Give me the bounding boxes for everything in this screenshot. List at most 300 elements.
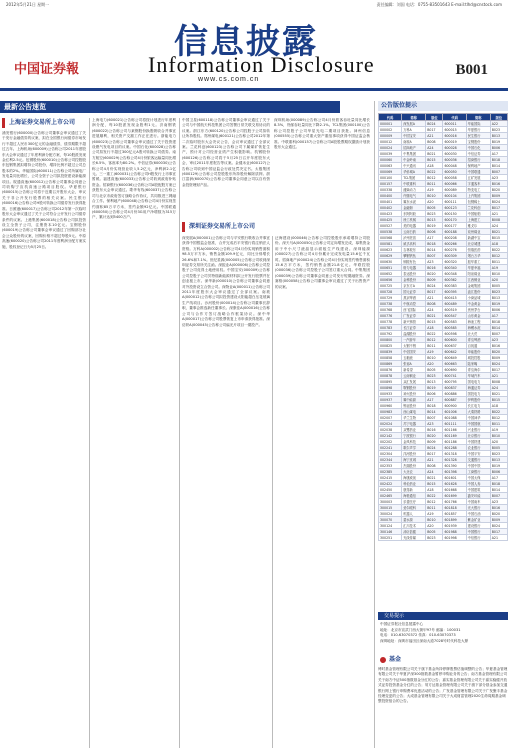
table-cell: B021	[426, 475, 443, 481]
table-cell: 海通证券	[466, 385, 490, 391]
table-cell: 600585	[443, 325, 466, 331]
table-cell: A24	[490, 385, 507, 391]
table-cell: 金风科技	[402, 439, 426, 445]
table-cell: 交通银行	[466, 457, 490, 463]
table-cell: 美的电器	[402, 223, 426, 229]
table-cell: 300003	[379, 499, 402, 505]
newspaper-logo: 中国证券報	[14, 62, 80, 77]
table-cell: B023	[426, 373, 443, 379]
table-cell: 000960	[379, 403, 402, 409]
table-cell: 000869	[379, 361, 402, 367]
table-cell: 000652	[379, 271, 402, 277]
table-cell: 600089	[443, 187, 466, 193]
table-header-cell: 简称	[466, 114, 490, 121]
table-cell: 600011	[443, 121, 466, 127]
table-cell: B016	[426, 427, 443, 433]
fund-announcements: 博时基金管理有限公司关于旗下基金所持停牌股票估值调整的公告；华夏基金管理有限公司关于华夏沪深300指数基金暂停申购业务的公告；南方基金管理有限公司关于南方中证500指数基金分红的公告；嘉实基金管理有限公司关于嘉实稳健开放式证券投资基金分红的公告；易方达基金管理有限公司关于旗下部分基金参加交通银行网上银行申购费率优惠活动的公告；广发基金管理有限公司关于广发聚丰基金经理变更的公告；大成基金管理有限公司关于大成财富管理2020生命周期基金调整投资组合的公告。	[378, 667, 508, 704]
table-cell: A21	[490, 535, 507, 541]
table-cell: B021	[490, 229, 507, 235]
table-cell: 000012	[379, 139, 402, 145]
table-cell: 中国建筑	[466, 487, 490, 493]
table-cell: 中国石化	[466, 145, 490, 151]
table-cell: A17	[490, 151, 507, 157]
table-header-cell: 版位	[490, 114, 507, 121]
table-cell: B014	[490, 163, 507, 169]
table-cell: 阳泉煤业	[466, 271, 490, 277]
table-cell: 贵州茅台	[466, 307, 490, 313]
table-cell: 中国石油	[466, 511, 490, 517]
table-cell: B008	[426, 301, 443, 307]
table-cell: 宁波银行	[402, 433, 426, 439]
table-cell: A19	[426, 187, 443, 193]
table-cell: 中联重科	[402, 181, 426, 187]
table-cell: B020	[426, 271, 443, 277]
table-cell: 海螺水泥	[466, 325, 490, 331]
table-cell: 000060	[379, 157, 402, 163]
table-cell: 000527	[379, 223, 402, 229]
page-header	[0, 0, 508, 92]
column-divider	[179, 118, 180, 748]
table-cell: 大秦铁路	[466, 409, 490, 415]
table-cell: 002007	[379, 415, 402, 421]
editor-info: 责任编辑：刘国 电话：0755-83501643 E-mail:tlhd@cnstock.com	[376, 2, 502, 7]
table-cell: 上海建工	[466, 217, 490, 223]
trade-tips-bar: 交易提示	[378, 612, 508, 620]
section-title-cn: 信息披露	[174, 22, 318, 62]
table-cell: 光线传媒	[402, 535, 426, 541]
table-cell: 600900	[443, 403, 466, 409]
table-cell: 西山煤电	[402, 409, 426, 415]
table-cell: 600111	[443, 199, 466, 205]
sidebar-divider	[374, 101, 375, 748]
table-cell: A23	[490, 175, 507, 181]
table-cell: 600170	[443, 217, 466, 223]
table-cell: 城投控股	[466, 355, 490, 361]
table-cell: B020	[490, 187, 507, 193]
table-cell: 深发展A	[402, 121, 426, 127]
table-cell: 000728	[379, 289, 402, 295]
table-cell: 601601	[443, 475, 466, 481]
table-cell: 云南铜业	[402, 373, 426, 379]
table-cell: 601818	[443, 505, 466, 511]
table-cell: 600028	[443, 145, 466, 151]
table-cell: 300070	[379, 517, 402, 523]
table-cell: 600019	[443, 139, 466, 145]
table-cell: A19	[426, 349, 443, 355]
table-cell: 000878	[379, 373, 402, 379]
table-cell: 中国船舶	[466, 211, 490, 217]
table-cell: 601766	[443, 499, 466, 505]
table-cell: A24	[426, 145, 443, 151]
table-cell: 601668	[443, 487, 466, 493]
table-cell: 江西铜业	[466, 277, 490, 283]
table-cell: B020	[426, 433, 443, 439]
table-cell: 000876	[379, 367, 402, 373]
table-cell: 000568	[379, 235, 402, 241]
table-cell: 002142	[379, 433, 402, 439]
table-cell: 中金黄金	[466, 301, 490, 307]
table-cell: A24	[490, 223, 507, 229]
table-cell: 601628	[443, 481, 466, 487]
table-cell: 中国宝安	[402, 133, 426, 139]
table-cell: 中国人寿	[466, 481, 490, 487]
table-cell: 600016	[443, 133, 466, 139]
table-cell: 五矿发展	[466, 175, 490, 181]
table-cell: 中集集团	[402, 151, 426, 157]
table-cell: A18	[426, 325, 443, 331]
table-cell: 000937	[379, 397, 402, 403]
table-cell: 中兴通讯	[402, 163, 426, 169]
table-cell: 600104	[443, 193, 466, 199]
table-cell: 紫金矿业	[466, 517, 490, 523]
table-cell: 盘江股份	[466, 289, 490, 295]
table-cell: B006	[490, 145, 507, 151]
table-cell: 000825	[379, 343, 402, 349]
board-position-table	[378, 113, 508, 541]
table-cell: B016	[490, 505, 507, 511]
table-cell: B006	[426, 229, 443, 235]
table-cell: 600690	[443, 367, 466, 373]
table-cell: A20	[490, 439, 507, 445]
table-cell: 600649	[443, 355, 466, 361]
table-cell: 双鹭药业	[402, 427, 426, 433]
table-cell: B011	[426, 505, 443, 511]
table-cell: 000009	[379, 133, 402, 139]
table-cell: B010	[426, 517, 443, 523]
table-cell: 锡业股份	[402, 403, 426, 409]
table-cell: 300124	[379, 523, 402, 529]
trade-line: 地址：北京市宣武门西大街甲97号 邮编：100031	[380, 627, 461, 632]
table-cell: 冀中能源	[402, 397, 426, 403]
table-cell: A19	[490, 265, 507, 271]
table-cell: A21	[426, 457, 443, 463]
table-cell: B024	[490, 199, 507, 205]
table-cell: 中国银行	[466, 529, 490, 535]
table-cell: B023	[490, 451, 507, 457]
table-cell: 潍柴动力	[402, 187, 426, 193]
table-cell: 600519	[443, 307, 466, 313]
table-cell: A19	[426, 511, 443, 517]
table-cell: 乐普医疗	[402, 499, 426, 505]
column-text: 上海电力(600021)公告称公司将按计划进行年度利润分配，每10股派发现金股利1元。济南钢铁(600022)公告称公司与莱钢股份换股吸收合并事宜进展顺利，相关资产交割工作正在进行。浙能电力(600023)公告称公司董事会审议通过了关于投资建设燃气发电项目的议案。中国石化(600028)公告称公司拟发行不超过300亿元A股可转换公司债券。南方航空(600029)公告称公司4月份旅客运输量同比增长6.5%，客座率为80.2%。中信证券(600030)公告称公司4月份实现营业收入5.2亿元，净利润2.1亿元。三一重工(600031)公告称公司H股发行上市事宜暂缓。福建高速(600033)公告称公司收到政府补贴资金。招商银行(600036)公告称公司A股配股方案已获股东大会审议通过。歌华有线(600037)公告称公司与北京市政府签订战略合作协议，共同推进三网融合工作。保利地产(600048)公告称公司4月份实现签约面积85万平方米，签约金额92亿元。中国联通(600050)公告称公司4月份3G用户净增数为315万户，累计达到5400万户。	[92, 118, 176, 220]
table-cell: A23	[490, 337, 507, 343]
table-cell: 300024	[379, 511, 402, 517]
table-cell: 000002	[379, 127, 402, 133]
table-cell: B024	[490, 361, 507, 367]
table-cell: A20	[426, 199, 443, 205]
table-cell: 中航动控	[402, 301, 426, 307]
table-cell: 601939	[443, 523, 466, 529]
table-cell: 600150	[443, 211, 466, 217]
table-cell: 民生银行	[466, 133, 490, 139]
table-cell: B014	[490, 487, 507, 493]
table-cell: 600276	[443, 247, 466, 253]
table-cell: 000778	[379, 319, 402, 325]
table-cell: B023	[490, 289, 507, 295]
table-cell: A21	[426, 295, 443, 301]
table-cell: 601699	[443, 493, 466, 499]
table-cell: B012	[426, 499, 443, 505]
table-cell: 600320	[443, 259, 466, 265]
table-cell: 兴业银行	[466, 427, 490, 433]
column-text: 泛海建设(000046)公告称公司控股股东承诺增持公司股份。深天马A(000050)公告称公司定向增发完成，募集资金用于中小尺寸液晶显示面板生产线建设。深圳能源(000027)公告称公司4月份累计完成发电量15.6亿千瓦时。招商地产(000024)公告称公司4月份实现签约销售面积15.6万平方米，签约销售金额21.8亿元。华联控股(000036)公告称公司控股子公司签订重大合同。中集集团(000039)公告称公司董事会同意公司发行短期融资券。深赛格(000058)公告称公司董事会审议通过了关于出售资产的议案。	[275, 236, 370, 289]
table-header-cell: 代码	[443, 114, 466, 121]
table-cell: 包钢稀土	[466, 199, 490, 205]
table-cell: 恒瑞医药	[466, 247, 490, 253]
table-cell: B021	[426, 313, 443, 319]
table-cell: 金科股份	[402, 277, 426, 283]
table-cell: B015	[426, 481, 443, 487]
table-cell: 南玻A	[402, 139, 426, 145]
table-cell: 000063	[379, 163, 402, 169]
table-cell: 华夏银行	[466, 127, 490, 133]
table-cell: B018	[426, 241, 443, 247]
table-cell: A20	[490, 277, 507, 283]
table-cell: 600015	[443, 127, 466, 133]
table-header-row	[379, 114, 508, 121]
column-divider	[89, 118, 90, 748]
table-cell: B018	[426, 403, 443, 409]
table-cell: 中信证券	[466, 151, 490, 157]
table-cell: 苏宁电器	[402, 421, 426, 427]
table-cell: 雅戈尔	[466, 223, 490, 229]
table-cell: 000651	[379, 265, 402, 271]
table-cell: 000157	[379, 181, 402, 187]
table-cell: 600600	[443, 337, 466, 343]
table-cell: B024	[426, 283, 443, 289]
table-cell: 600340	[443, 265, 466, 271]
table-cell: 中信国安	[402, 349, 426, 355]
article-column-4-top	[274, 118, 370, 218]
table-cell: B011	[426, 343, 443, 349]
table-cell: 002344	[379, 457, 402, 463]
table-cell: 一汽轿车	[402, 337, 426, 343]
table-cell: B015	[426, 319, 443, 325]
table-cell: B022	[426, 169, 443, 175]
table-cell: 000623	[379, 247, 402, 253]
table-cell: B007	[426, 415, 443, 421]
table-cell: 601998	[443, 535, 466, 541]
table-cell: 300015	[379, 505, 402, 511]
table-cell: B013	[490, 133, 507, 139]
table-cell: A21	[490, 211, 507, 217]
table-cell: 国投电力	[466, 391, 490, 397]
page-number: B001	[455, 62, 488, 78]
table-cell: B013	[426, 379, 443, 385]
column-text: 深圳机场(000089)公告称公司4月份旅客吞吐量同比增长8.3%，货邮吞吐量同比下降2.1%。TCL集团(000100)公告称公司控股子公司华星光电二期项目获批。神州信息(000555)公告称公司重大资产重组事项获得中国证监会核准。中联重科(000157)公告称公司A股股票期权激励计划获股东大会通过。	[274, 118, 370, 150]
table-cell: 000581	[379, 241, 402, 247]
table-cell: B015	[490, 397, 507, 403]
table-cell: B016	[426, 265, 443, 271]
fund-title: 基金	[389, 656, 402, 663]
table-cell: B005	[490, 445, 507, 451]
table-cell: 洋河股份	[402, 451, 426, 457]
table-cell: 600583	[443, 319, 466, 325]
table-cell: B023	[490, 127, 507, 133]
table-cell: B012	[490, 415, 507, 421]
table-cell: 601390	[443, 463, 466, 469]
table-cell: 600309	[443, 253, 466, 259]
table-cell: 歌尔声学	[402, 445, 426, 451]
table-cell: B022	[426, 331, 443, 337]
table-cell: 600188	[443, 229, 466, 235]
table-cell: A18	[490, 403, 507, 409]
table-cell: A24	[426, 469, 443, 475]
table-cell: 海宁皮城	[402, 457, 426, 463]
table-cell: 002353	[379, 463, 402, 469]
table-cell: B009	[490, 193, 507, 199]
table-cell: B018	[490, 157, 507, 163]
table-cell: 中国太保	[466, 475, 490, 481]
table-cell: 000729	[379, 295, 402, 301]
table-cell: A23	[426, 259, 443, 265]
table-cell: 000402	[379, 205, 402, 211]
table-cell: 中国南车	[466, 499, 490, 505]
table-cell: 600663	[443, 361, 466, 367]
table-cell: 国电电力	[466, 379, 490, 385]
table-cell: 600395	[443, 289, 466, 295]
table-cell: 宇通客车	[466, 181, 490, 187]
table-header-cell: 简称	[402, 114, 426, 121]
table-cell: 601006	[443, 409, 466, 415]
table-cell: B007	[426, 253, 443, 259]
table-cell: 000783	[379, 325, 402, 331]
table-cell: 000768	[379, 307, 402, 313]
table-cell: B005	[426, 529, 443, 535]
table-cell: 600598	[443, 331, 466, 337]
table-cell: 新希望	[402, 367, 426, 373]
table-cell: 盐湖股份	[402, 331, 426, 337]
table-cell: B010	[490, 433, 507, 439]
table-cell: B006	[426, 391, 443, 397]
table-cell: A18	[490, 241, 507, 247]
table-cell: 华能国际	[466, 121, 490, 127]
table-cell: 000069	[379, 169, 402, 175]
table-cell: B019	[490, 139, 507, 145]
table-cell: 002465	[379, 493, 402, 499]
table-cell: 000792	[379, 331, 402, 337]
table-cell: 太钢不锈	[402, 343, 426, 349]
table-cell: B014	[490, 325, 507, 331]
table-cell: 002038	[379, 427, 402, 433]
table-cell: 双汇发展	[402, 379, 426, 385]
column-divider	[272, 236, 273, 748]
table-cell: 广发证券	[402, 313, 426, 319]
trade-line: 深圳地址：深圳市福田区深南大道7028号时代科技大厦	[380, 638, 469, 643]
table-cell: 600066	[443, 181, 466, 187]
table-cell: B008	[426, 139, 443, 145]
table-cell: 601111	[443, 421, 466, 427]
table-cell: 神火股份	[402, 391, 426, 397]
table-cell: 上汽集团	[466, 193, 490, 199]
table-cell: 000039	[379, 151, 402, 157]
table-cell: 铜陵有色	[402, 259, 426, 265]
table-cell: 600050	[443, 169, 466, 175]
table-cell: B017	[426, 127, 443, 133]
table-cell: 002024	[379, 421, 402, 427]
table-cell: B006	[490, 469, 507, 475]
table-cell: B013	[490, 295, 507, 301]
website-url[interactable]: www.cs.com.cn	[198, 76, 260, 83]
table-cell: 新兴铸管	[402, 319, 426, 325]
table-cell: B023	[426, 211, 443, 217]
table-cell: 北京城建	[466, 241, 490, 247]
table-cell: 汤臣倍健	[402, 529, 426, 535]
table-cell: B007	[490, 169, 507, 175]
table-cell: 燕京啤酒	[402, 295, 426, 301]
table-cell: 杰瑞股份	[402, 463, 426, 469]
table-cell: 云南白药	[402, 229, 426, 235]
table-cell: 600489	[443, 301, 466, 307]
table-cell: 汇川技术	[402, 523, 426, 529]
table-cell: B024	[426, 445, 443, 451]
table-cell: B016	[490, 343, 507, 349]
table-cell: B017	[490, 367, 507, 373]
table-cell: 许继电气	[402, 193, 426, 199]
table-cell: 600030	[443, 151, 466, 157]
table-cell: B017	[490, 205, 507, 211]
table-cell: 海康威视	[402, 475, 426, 481]
table-cell: B009	[490, 517, 507, 523]
table-cell: 小商品城	[466, 295, 490, 301]
table-cell: 000338	[379, 187, 402, 193]
table-cell: 华兰生物	[402, 415, 426, 421]
table-cell: 600058	[443, 175, 466, 181]
table-cell: 601988	[443, 529, 466, 535]
table-cell: 伊利股份	[466, 397, 490, 403]
table-body	[379, 121, 508, 541]
table-cell: 601088	[443, 415, 466, 421]
table-cell: A23	[490, 499, 507, 505]
table-cell: 000858	[379, 355, 402, 361]
table-cell: 中国国航	[466, 421, 490, 427]
table-cell: 600837	[443, 385, 466, 391]
table-cell: B009	[426, 277, 443, 283]
shanghai-listed-heading: 上海证券交易所上市公司	[2, 118, 93, 128]
table-cell: 招商地产	[402, 145, 426, 151]
table-cell: 601899	[443, 517, 466, 523]
table-cell: 兰花科创	[466, 205, 490, 211]
table-cell: A19	[490, 427, 507, 433]
table-cell: 600383	[443, 283, 466, 289]
table-cell: 张裕A	[402, 361, 426, 367]
table-cell: A24	[426, 307, 443, 313]
table-cell: 000776	[379, 313, 402, 319]
table-cell: 000839	[379, 349, 402, 355]
table-cell: B011	[490, 421, 507, 427]
table-cell: 招商银行	[466, 157, 490, 163]
table-cell: 002450	[379, 487, 402, 493]
table-cell: B006	[490, 307, 507, 313]
table-cell: 600266	[443, 241, 466, 247]
table-cell: 中国铁建	[466, 439, 490, 445]
table-cell: B021	[426, 151, 443, 157]
table-cell: B014	[426, 409, 443, 415]
table-cell: B020	[490, 349, 507, 355]
table-cell: 600637	[443, 343, 466, 349]
table-cell: 000630	[379, 259, 402, 265]
table-cell: 000423	[379, 211, 402, 217]
table-cell: 徐工机械	[402, 217, 426, 223]
table-cell: 新湖中宝	[466, 235, 490, 241]
table-cell: B021	[490, 391, 507, 397]
table-row	[379, 535, 508, 541]
table-cell: 000629	[379, 253, 402, 259]
column-text: 浦发银行(600000)公告称公司董事会审议通过了关于发行金融债券的议案，拟在全国银行间债券市场发行不超过人民币300亿元的金融债券，债券期限不超过五年。上海机场(600009)公告称公司2011年度股东大会审议通过了年度利润分配方案，每10股派发现金红利2.5元。包钢股份(600010)公告称公司控股股东包钢集团拟增持公司股份，增持比例不超过公司总股本的2%。华能国际(600011)公告称公司所属电厂发电量同比增长，公司全资子公司拟投资建设新能源项目。皖通高速(600012)公告称公司董事会同意公司收购宁宣杭高速公路项目股权。华夏银行(600015)公告称公司将于近期召开股东大会，审议关于非公开发行股票的相关议案。民生银行(600016)公告称公司H股可转换公司债券发行获得批准。日照港(600017)公告称公司2012年第一次临时股东大会审议通过了关于公司符合公开发行公司债券条件的议案。上港集团(600018)公告称公司拟投资设立全资子公司，注册资本10亿元。宝钢股份(600019)公告称公司董事会审议通过了回购部分社会公众股份的议案，回购价格不超过每股5元。中原高速(600020)公告称公司2011年度利润分配方案实施，股权登记日为5月25日。	[2, 131, 86, 249]
table-cell: 大北农	[402, 469, 426, 475]
table-cell: 002202	[379, 439, 402, 445]
table-cell: B013	[426, 217, 443, 223]
